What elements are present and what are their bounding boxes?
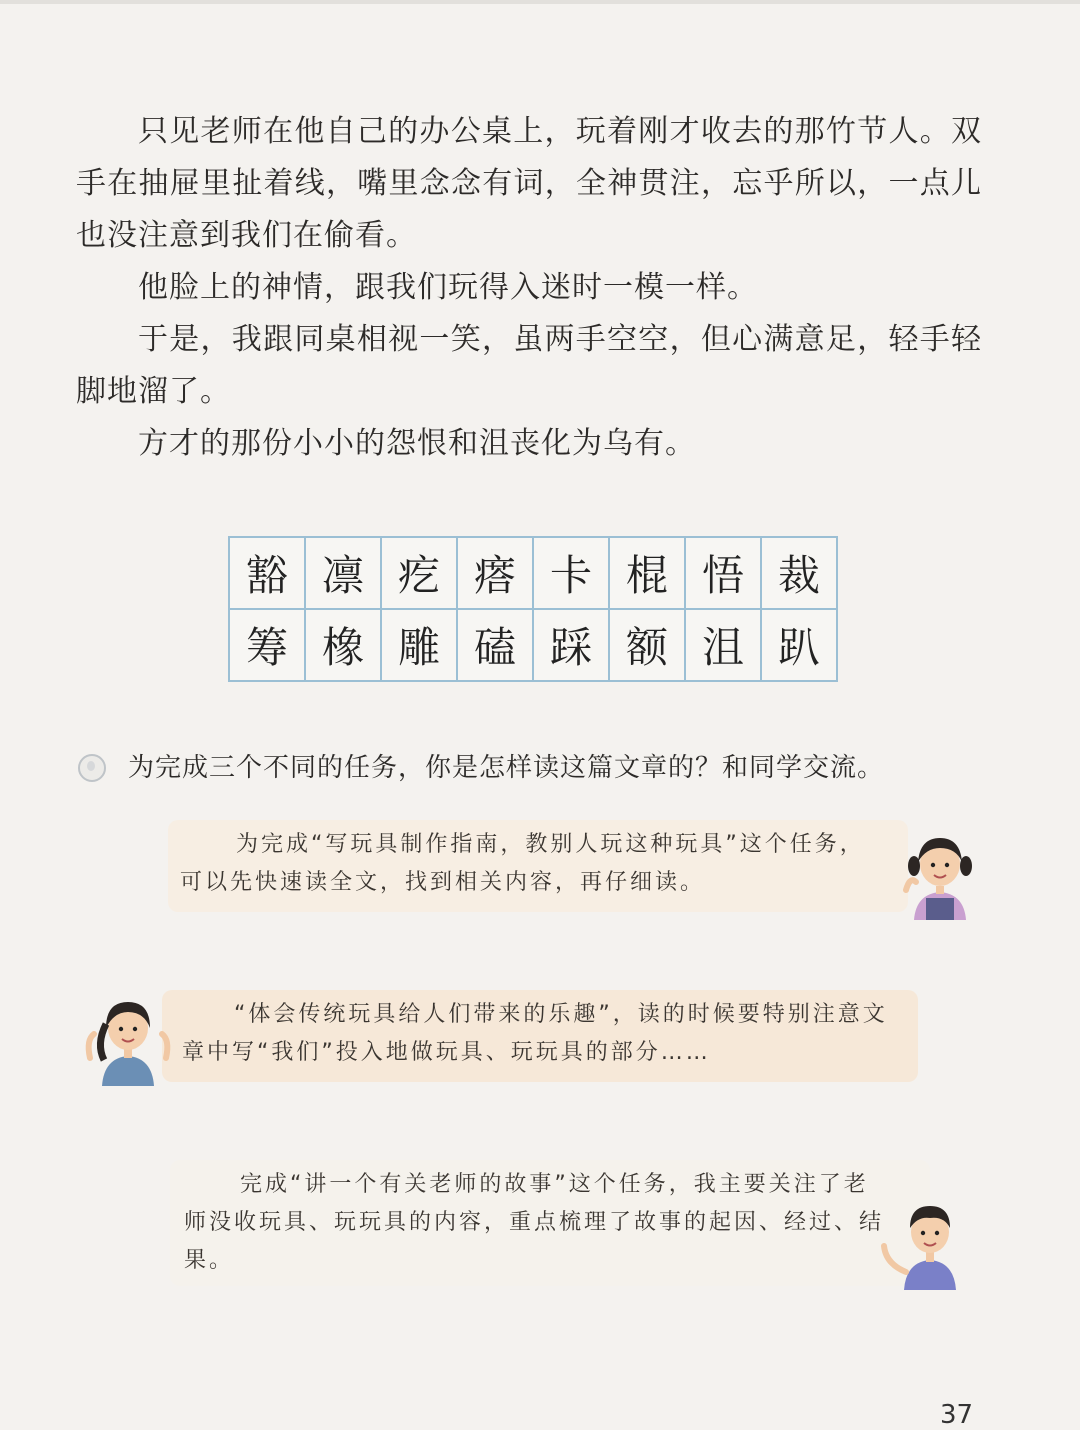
speech-bubble-3 (170, 1160, 930, 1286)
character-cell: 棍 (609, 537, 685, 609)
character-cell: 磕 (457, 609, 533, 681)
passage-paragraph: 只见老师在他自己的办公桌上，玩着刚才收去的那竹节人。双手在抽屉里扯着线，嘴里念念有词，全神贯注，忘乎所以，一点儿也没注意到我们在偷看。 (76, 114, 982, 253)
speech-bubble-2 (162, 990, 918, 1082)
question-text: 为完成三个不同的任务，你是怎样读这篇文章的？和同学交流。 (128, 753, 885, 783)
bubble-text: 完成“讲一个有关老师的故事”这个任务，我主要关注了老师没收玩具、玩玩具的内容，重点梳理了故事的起因、经过、结果。 (184, 1172, 885, 1273)
character-cell: 凛 (305, 537, 381, 609)
character-cell: 橡 (305, 609, 381, 681)
character-cell: 额 (609, 609, 685, 681)
character-cell: 踩 (533, 609, 609, 681)
speech-bubble-1 (168, 820, 908, 912)
reading-passage (76, 106, 982, 470)
page-top-edge (0, 0, 1080, 4)
character-cell: 豁 (229, 537, 305, 609)
character-cell: 卡 (533, 537, 609, 609)
bubble-text: “体会传统玩具给人们带来的乐趣”，读的时候要特别注意文章中写“我们”投入地做玩具、玩玩具的部分…… (182, 1002, 888, 1065)
discussion-question (76, 748, 996, 788)
character-cell: 雕 (381, 609, 457, 681)
passage-paragraph: 方才的那份小小的怨恨和沮丧化为乌有。 (138, 426, 696, 461)
boy-waving-icon (878, 1196, 974, 1290)
character-cell: 沮 (685, 609, 761, 681)
character-cell: 疙 (381, 537, 457, 609)
character-row (229, 537, 837, 609)
character-cell: 悟 (685, 537, 761, 609)
page-number: 37 (940, 1400, 974, 1430)
girl-with-pigtails-icon (900, 832, 980, 920)
passage-paragraph: 他脸上的神情，跟我们玩得入迷时一模一样。 (138, 270, 758, 305)
character-cell: 筹 (229, 609, 305, 681)
question-bullet-icon (78, 754, 106, 782)
new-characters-grid (228, 536, 838, 682)
bubble-text: 为完成“写玩具制作指南，教别人玩这种玩具”这个任务，可以先快速读全文，找到相关内容，再仔细读。 (180, 832, 865, 895)
character-cell: 趴 (761, 609, 837, 681)
girl-with-ponytail-icon (80, 994, 176, 1086)
character-cell: 瘩 (457, 537, 533, 609)
character-cell: 裁 (761, 537, 837, 609)
passage-paragraph: 于是，我跟同桌相视一笑，虽两手空空，但心满意足，轻手轻脚地溜了。 (76, 322, 982, 409)
character-row (229, 609, 837, 681)
